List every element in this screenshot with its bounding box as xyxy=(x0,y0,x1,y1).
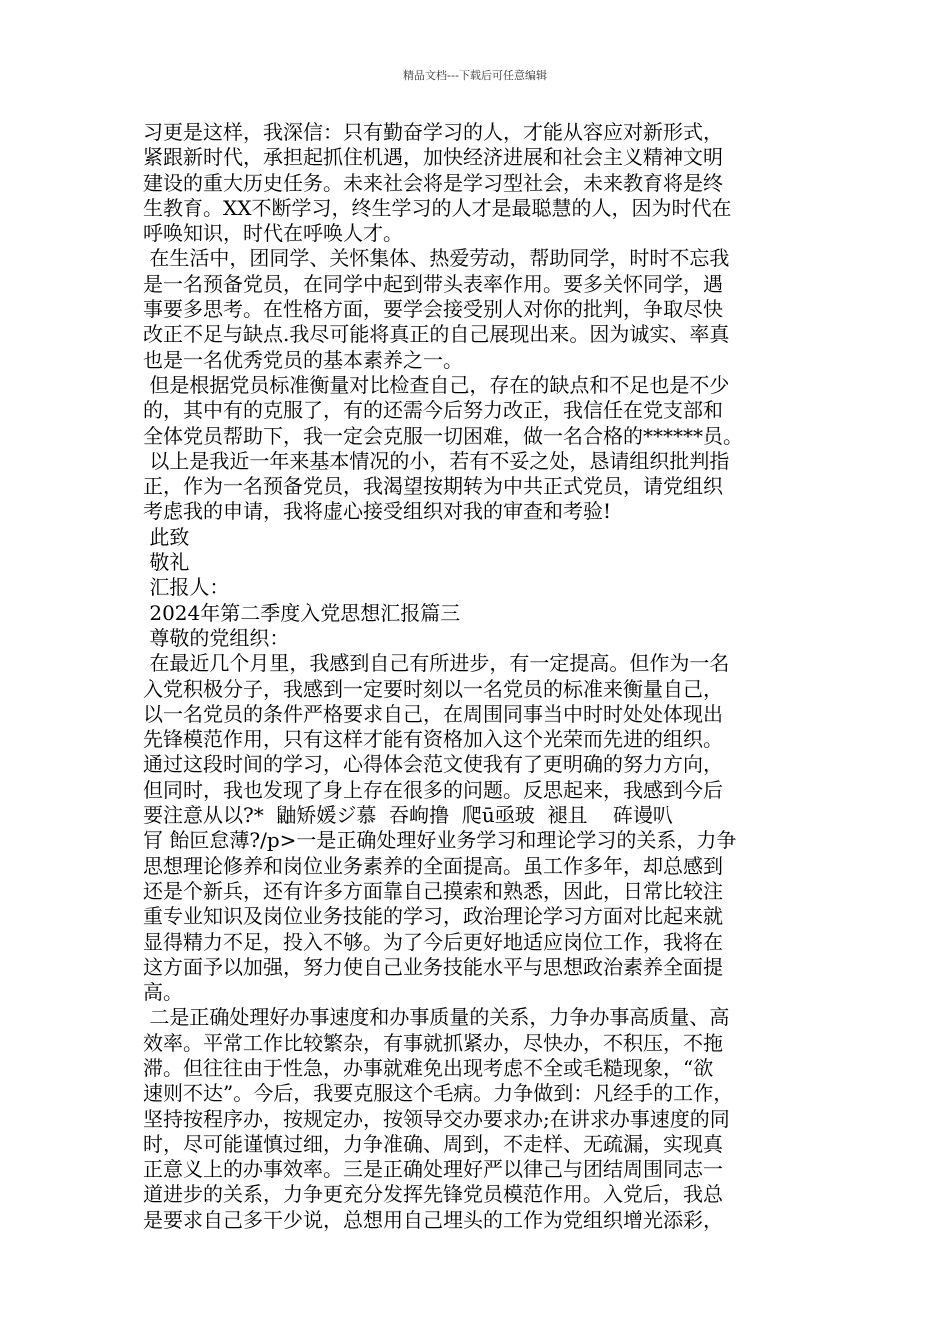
text-line: 也是一名优秀党员的基本素养之一。 xyxy=(143,347,463,372)
text-line: 速则不达”。今后，我要克服这个毛病。力争做到：凡经手的工作， xyxy=(143,1081,734,1106)
text-line: 滞。但往往由于性急，办事就难免出现考虑不全或毛糙现象，“欲 xyxy=(143,1055,714,1080)
text-line: 汇报人： xyxy=(143,575,230,600)
text-line: 在生活中，团同学、关怀集体、热爱劳动，帮助同学，时时不忘我 xyxy=(143,246,730,271)
text-line: 全体党员帮助下，我一定会克服一切困难，做一名合格的******员。 xyxy=(143,423,743,448)
text-line: 通过这段时间的学习，心得体会范文使我有了更明确的努力方向， xyxy=(143,752,723,777)
text-line: 敬礼 xyxy=(143,550,190,575)
text-line: 肎 飴叵怠薄?/p>一是正确处理好业务学习和理论学习的关系，力争 xyxy=(143,828,737,853)
page-header: 精品文档---下载后可任意编辑 xyxy=(403,69,547,82)
text-line: 考虑我的申请，我将虚心接受组织对我的审查和考验! xyxy=(143,499,612,524)
text-line: 生教育。XX不断学习，终生学习的人才是最聪慧的人，因为时代在 xyxy=(143,195,732,220)
document-body xyxy=(143,120,813,1233)
text-line: 要注意从以?* 鼬矫媛ジ慕 吞岣撸 爬ū亟玻 褪且 砗谩叭 xyxy=(143,803,673,828)
text-line: 建设的重大历史任务。未来社会将是学习型社会，未来教育将是终 xyxy=(143,170,723,195)
text-line: 紧跟新时代，承担起抓住机遇，加快经济进展和社会主义精神文明 xyxy=(143,145,723,170)
text-line: 事要多思考。在性格方面，要学会接受别人对你的批判，争取尽快 xyxy=(143,297,723,322)
text-line: 这方面予以加强，努力使自己业务技能水平与思想政治素养全面提 xyxy=(143,954,723,979)
text-line: 但同时，我也发现了身上存在很多的问题。反思起来，我感到今后 xyxy=(143,777,723,802)
text-line: 高。 xyxy=(143,980,183,1005)
text-line: 坚持按程序办，按规定办，按领导交办要求办;在讲求办事速度的同 xyxy=(143,1106,730,1131)
text-line: 尊敬的党组织： xyxy=(143,625,290,650)
text-line: 习更是这样，我深信：只有勤奋学习的人，才能从容应对新形式， xyxy=(143,120,723,144)
text-line: 正，作为一名预备党员，我渴望按期转为中共正式党员，请党组织 xyxy=(143,474,723,499)
text-line: 先锋模范作用，只有这样才能有资格加入这个光荣而先进的组织。 xyxy=(143,727,723,752)
text-line: 改正不足与缺点.我尽可能将真正的自己展现出来。因为诚实、率真 xyxy=(143,322,730,347)
text-line: 时，尽可能谨慎过细，力争准确、周到，不走样、无疏漏，实现真 xyxy=(143,1131,723,1156)
text-line: 正意义上的办事效率。三是正确处理好严以律己与团结周围同志一 xyxy=(143,1157,723,1182)
text-line: 以一名党员的条件严格要求自己，在周围同事当中时时处处体现出 xyxy=(143,701,723,726)
text-line: 道进步的关系，力争更充分发挥先锋党员模范作用。入党后，我总 xyxy=(143,1182,723,1207)
text-line: 效率。平常工作比较繁杂，有事就抓紧办，尽快办，不积压，不拖 xyxy=(143,1030,723,1055)
text-line: 但是根据党员标准衡量对比检查自己，存在的缺点和不足也是不少 xyxy=(143,372,730,397)
text-line: 思想理论修养和岗位业务素养的全面提高。虽工作多年，却总感到 xyxy=(143,853,723,878)
text-line: 还是个新兵，还有许多方面靠自己摸索和熟悉，因此，日常比较注 xyxy=(143,878,723,903)
text-line: 此致 xyxy=(143,524,190,549)
text-line: 重专业知识及岗位业务技能的学习，政治理论学习方面对比起来就 xyxy=(143,904,723,929)
text-line: 显得精力不足，投入不够。为了今后更好地适应岗位工作，我将在 xyxy=(143,929,723,954)
text-line: 在最近几个月里，我感到自己有所进步，有一定提高。但作为一名 xyxy=(143,651,730,676)
text-line: 二是正确处理好办事速度和办事质量的关系，力争办事高质量、高 xyxy=(143,1005,730,1030)
text-line: 是一名预备党员，在同学中起到带头表率作用。要多关怀同学，遇 xyxy=(143,271,723,296)
text-line: 以上是我近一年来基本情况的小，若有不妥之处，恳请组织批判指 xyxy=(143,448,730,473)
text-line: 的，其中有的克服了，有的还需今后努力改正，我信任在党支部和 xyxy=(143,398,723,423)
text-line: 呼唤知识，时代在呼唤人才。 xyxy=(143,221,403,246)
text-line: 是要求自己多干少说，总想用自己埋头的工作为党组织增光添彩， xyxy=(143,1207,723,1232)
text-line: 入党积极分子，我感到一定要时刻以一名党员的标准来衡量自己， xyxy=(143,676,723,701)
text-line: 2024年第二季度入党思想汇报篇三 xyxy=(143,600,461,625)
